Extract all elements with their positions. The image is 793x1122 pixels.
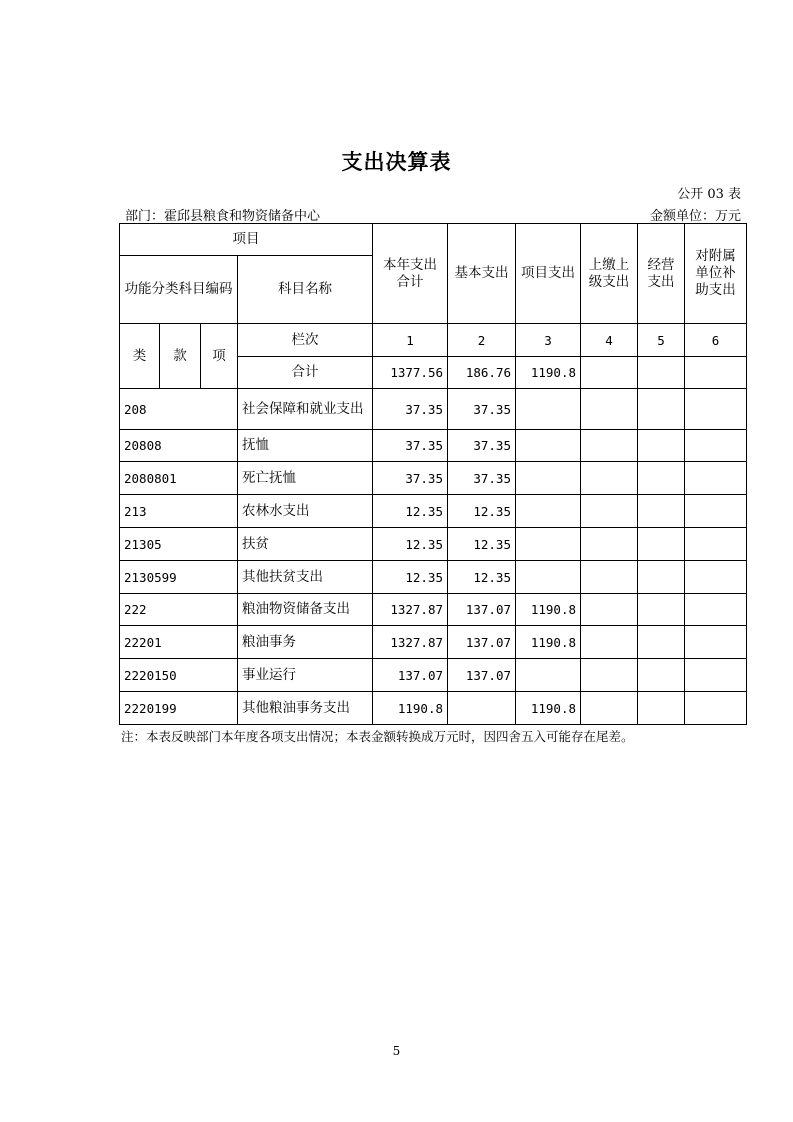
empty-cell [685, 594, 747, 626]
row-total: 1327.87 [373, 626, 448, 659]
row-total: 37.35 [373, 430, 448, 462]
department-label: 部门：霍邱县粮食和物资储备中心 [125, 209, 321, 224]
row-code: 2220199 [120, 692, 238, 725]
header-func-code: 功能分类科目编码 [120, 256, 238, 324]
empty-cell [685, 692, 747, 725]
empty-cell [581, 659, 638, 692]
row-name: 抚恤 [238, 430, 373, 462]
footnote: 注：本表反映部门本年度各项支出情况；本表金额转换成万元时，因四舍五入可能存在尾差。 [121, 729, 634, 744]
table-row [120, 462, 747, 495]
empty-cell [581, 594, 638, 626]
row-basic: 12.35 [448, 561, 516, 594]
empty-cell [685, 626, 747, 659]
empty-cell [581, 389, 638, 430]
empty-cell [581, 561, 638, 594]
empty-cell [638, 357, 685, 389]
empty-cell [685, 659, 747, 692]
row-code: 21305 [120, 528, 238, 561]
row-name: 其他粮油事务支出 [238, 692, 373, 725]
row-total: 12.35 [373, 561, 448, 594]
row-project: 1190.8 [516, 626, 581, 659]
empty-cell [638, 561, 685, 594]
row-total: 1327.87 [373, 594, 448, 626]
header-col-remit: 上缴上级支出 [581, 224, 638, 324]
row-name: 其他扶贫支出 [238, 561, 373, 594]
row-project [516, 528, 581, 561]
row-project [516, 462, 581, 495]
empty-cell [685, 462, 747, 495]
row-name: 死亡抚恤 [238, 462, 373, 495]
table-row [120, 594, 747, 626]
col-num: 4 [581, 324, 638, 357]
expenditure-table [119, 223, 747, 725]
total-total: 1377.56 [373, 357, 448, 389]
table-row [120, 389, 747, 430]
total-label: 合计 [238, 357, 373, 389]
row-project [516, 430, 581, 462]
empty-cell [638, 389, 685, 430]
header-subject-name: 科目名称 [238, 256, 373, 324]
table-row [120, 430, 747, 462]
header-col-basic: 基本支出 [448, 224, 516, 324]
empty-cell [581, 692, 638, 725]
row-basic: 137.07 [448, 594, 516, 626]
row-code: 208 [120, 389, 238, 430]
header-col-subsidy: 对附属单位补助支出 [685, 224, 747, 324]
row-name: 粮油物资储备支出 [238, 594, 373, 626]
table-row [120, 561, 747, 594]
empty-cell [638, 594, 685, 626]
table-row [120, 528, 747, 561]
row-project: 1190.8 [516, 594, 581, 626]
row-basic: 137.07 [448, 626, 516, 659]
col-num: 5 [638, 324, 685, 357]
row-project [516, 561, 581, 594]
empty-cell [581, 626, 638, 659]
row-project [516, 389, 581, 430]
table-row [120, 692, 747, 725]
col-num: 2 [448, 324, 516, 357]
row-name: 粮油事务 [238, 626, 373, 659]
row-basic [448, 692, 516, 725]
row-total: 37.35 [373, 389, 448, 430]
row-basic: 37.35 [448, 430, 516, 462]
row-total: 1190.8 [373, 692, 448, 725]
row-code: 20808 [120, 430, 238, 462]
row-total: 37.35 [373, 462, 448, 495]
row-code: 2080801 [120, 462, 238, 495]
empty-cell [638, 430, 685, 462]
header-xiang: 项 [201, 324, 238, 389]
page-title: 支出决算表 [341, 150, 452, 174]
total-project: 1190.8 [516, 357, 581, 389]
empty-cell [638, 626, 685, 659]
empty-cell [581, 430, 638, 462]
header-item: 项目 [120, 224, 373, 256]
row-code: 2130599 [120, 561, 238, 594]
empty-cell [638, 659, 685, 692]
empty-cell [638, 692, 685, 725]
table-row [120, 626, 747, 659]
row-code: 213 [120, 495, 238, 528]
page-number: 5 [392, 1044, 401, 1058]
row-basic: 12.35 [448, 528, 516, 561]
row-total: 12.35 [373, 528, 448, 561]
row-code: 2220150 [120, 659, 238, 692]
row-project: 1190.8 [516, 692, 581, 725]
empty-cell [638, 462, 685, 495]
row-basic: 137.07 [448, 659, 516, 692]
empty-cell [581, 462, 638, 495]
col-num: 1 [373, 324, 448, 357]
row-basic: 12.35 [448, 495, 516, 528]
row-project [516, 495, 581, 528]
empty-cell [685, 528, 747, 561]
empty-cell [685, 430, 747, 462]
total-basic: 186.76 [448, 357, 516, 389]
row-basic: 37.35 [448, 462, 516, 495]
col-num: 3 [516, 324, 581, 357]
empty-cell [685, 357, 747, 389]
header-kuan: 款 [160, 324, 201, 389]
row-code: 222 [120, 594, 238, 626]
table-row [120, 495, 747, 528]
row-total: 12.35 [373, 495, 448, 528]
col-num: 6 [685, 324, 747, 357]
row-name: 事业运行 [238, 659, 373, 692]
header-col-total: 本年支出合计 [373, 224, 448, 324]
row-name: 社会保障和就业支出 [238, 389, 373, 430]
header-col-operating: 经营支出 [638, 224, 685, 324]
row-name: 扶贫 [238, 528, 373, 561]
amount-unit-label: 金额单位：万元 [649, 209, 741, 224]
empty-cell [581, 495, 638, 528]
header-lei: 类 [120, 324, 160, 389]
empty-cell [685, 495, 747, 528]
empty-cell [638, 528, 685, 561]
table-row [120, 659, 747, 692]
header-col-index: 栏次 [238, 324, 373, 357]
row-basic: 37.35 [448, 389, 516, 430]
empty-cell [581, 357, 638, 389]
row-name: 农林水支出 [238, 495, 373, 528]
row-code: 22201 [120, 626, 238, 659]
row-project [516, 659, 581, 692]
header-col-project: 项目支出 [516, 224, 581, 324]
empty-cell [581, 528, 638, 561]
empty-cell [685, 561, 747, 594]
table-number: 公开 03 表 [677, 187, 741, 202]
empty-cell [638, 495, 685, 528]
empty-cell [685, 389, 747, 430]
row-total: 137.07 [373, 659, 448, 692]
